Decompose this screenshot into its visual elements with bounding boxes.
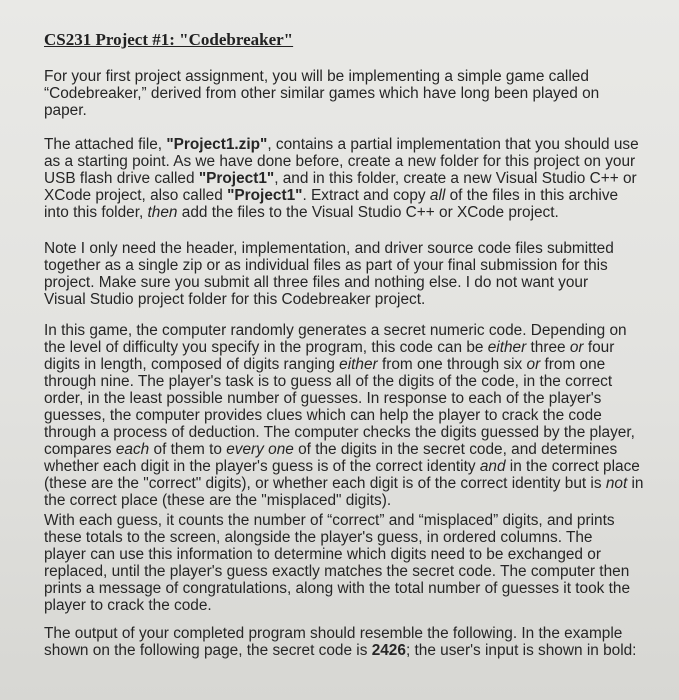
text-line — [44, 240, 634, 257]
italic-text: each — [115, 441, 150, 458]
text-segment: into this folder, — [44, 204, 148, 221]
text-segment: For your first project assignment, you will be implementing a simple game called — [44, 68, 589, 85]
text-line — [44, 373, 634, 390]
italic-text: and — [479, 458, 506, 475]
text-segment: shown on the following page, the secret code is — [44, 642, 372, 659]
text-line — [44, 580, 634, 597]
text-segment: whether each digit in the player's guess is of the correct identity — [44, 458, 480, 475]
text-segment: in — [627, 475, 644, 492]
text-segment: from one through six — [377, 356, 527, 373]
text-segment: project. Make sure you submit all three files and nothing else. I do not want your — [44, 274, 589, 291]
text-segment: digits in length, composed of digits ranging — [44, 356, 340, 373]
text-segment: , contains a partial implementation that you should use — [267, 136, 639, 153]
text-line — [44, 512, 634, 529]
text-segment: paper. — [44, 102, 87, 119]
italic-text: every one — [226, 441, 294, 458]
text-line — [44, 642, 637, 659]
bold-text: "Project1" — [227, 187, 303, 204]
italic-text: all — [429, 187, 446, 204]
text-line — [44, 597, 634, 614]
text-line — [44, 529, 634, 546]
text-line — [44, 441, 634, 458]
text-line — [44, 546, 634, 563]
text-segment: from one — [540, 356, 606, 373]
text-line — [44, 257, 634, 274]
text-segment: as a starting point. As we have done before, create a new folder for this project on your — [44, 153, 636, 170]
text-line — [44, 136, 639, 153]
text-line — [44, 458, 640, 475]
text-line — [44, 424, 634, 441]
text-line — [44, 390, 634, 407]
paragraph-attached-file — [44, 136, 639, 221]
text-segment: the level of difficulty you specify in the program, this code can be — [44, 339, 488, 356]
text-segment: add the files to the Visual Studio C++ or XCode project. — [177, 204, 559, 221]
text-segment: in the correct place — [505, 458, 640, 475]
text-segment: order, in the least possible number of guesses. In response to each of the player's — [44, 390, 602, 407]
text-segment: The output of your completed program should resemble the following. In the example — [44, 625, 623, 642]
paragraph-guess-counting — [44, 512, 634, 614]
text-line — [44, 102, 634, 119]
page-title: CS231 Project #1: "Codebreaker" — [44, 30, 294, 49]
italic-text: either — [339, 356, 378, 373]
text-line — [44, 492, 634, 509]
text-segment: XCode project, also called — [44, 187, 228, 204]
text-line — [44, 170, 637, 187]
text-line — [44, 68, 634, 85]
bold-text: 2426 — [371, 642, 406, 659]
text-segment: . Extract and copy — [302, 187, 430, 204]
italic-text: or — [526, 356, 541, 373]
text-segment: player to crack the code. — [44, 597, 212, 614]
text-line — [44, 85, 634, 102]
text-segment: ; the user's input is shown in bold: — [405, 642, 637, 659]
text-segment: “Codebreaker,” derived from other similar games which have long been played on — [44, 85, 600, 102]
text-line — [44, 625, 634, 642]
bold-text: "Project1.zip" — [166, 136, 268, 153]
text-segment: (these are the "correct" digits), or whether each digit is of the correct identity but is — [44, 475, 606, 492]
paragraph-game-description — [44, 322, 644, 509]
text-line — [44, 153, 634, 170]
text-segment: through a process of deduction. The computer checks the digits guessed by the player, — [44, 424, 635, 441]
text-segment: of them to — [149, 441, 227, 458]
italic-text: not — [605, 475, 628, 492]
text-segment: replaced, until the player's guess exactly matches the secret code. The computer then — [44, 563, 630, 580]
text-segment: In this game, the computer randomly generates a secret numeric code. Depending on — [44, 322, 627, 339]
text-segment: of the files in this archive — [445, 187, 619, 204]
text-segment: The attached file, — [44, 136, 167, 153]
text-line — [44, 322, 634, 339]
text-segment: through nine. The player's task is to guess all of the digits of the code, in the correct — [44, 373, 613, 390]
text-line — [44, 274, 634, 291]
text-segment: three — [526, 339, 570, 356]
text-line — [44, 563, 634, 580]
text-segment: Visual Studio project folder for this Codebreaker project. — [44, 291, 426, 308]
paragraph-output-example — [44, 625, 637, 659]
text-segment: With each guess, it counts the number of “correct” and “misplaced” digits, and prints — [44, 512, 615, 529]
italic-text: then — [147, 204, 178, 221]
text-line — [44, 204, 634, 221]
text-line — [44, 291, 634, 308]
text-segment: four — [583, 339, 615, 356]
text-segment: USB flash drive called — [44, 170, 199, 187]
bold-text: "Project1" — [198, 170, 275, 187]
text-segment: together as a single zip or as individual files as part of your final submission for this — [44, 257, 608, 274]
text-line — [44, 475, 644, 492]
text-line — [44, 407, 634, 424]
italic-text: or — [569, 339, 584, 356]
text-segment: player can use this information to determine which digits need to be exchanged or — [44, 546, 601, 563]
text-segment: of the digits in the secret code, and determines — [293, 441, 618, 458]
text-line — [44, 339, 634, 356]
text-segment: these totals to the screen, alongside the player's guess, in ordered columns. The — [44, 529, 593, 546]
italic-text: either — [487, 339, 527, 356]
text-segment: guesses, the computer provides clues which can help the player to crack the code — [44, 407, 602, 424]
text-segment: Note I only need the header, implementation, and driver source code files submitted — [44, 240, 614, 257]
text-line — [44, 187, 634, 204]
paragraph-intro — [44, 68, 634, 119]
text-segment: the correct place (these are the "misplaced" digits). — [44, 492, 392, 509]
text-segment: , and in this folder, create a new Visual Studio C++ or — [274, 170, 637, 187]
text-line — [44, 356, 634, 373]
text-segment: compares — [44, 441, 116, 458]
paragraph-submission-note — [44, 240, 634, 308]
text-segment: prints a message of congratulations, along with the total number of guesses it took the — [44, 580, 631, 597]
